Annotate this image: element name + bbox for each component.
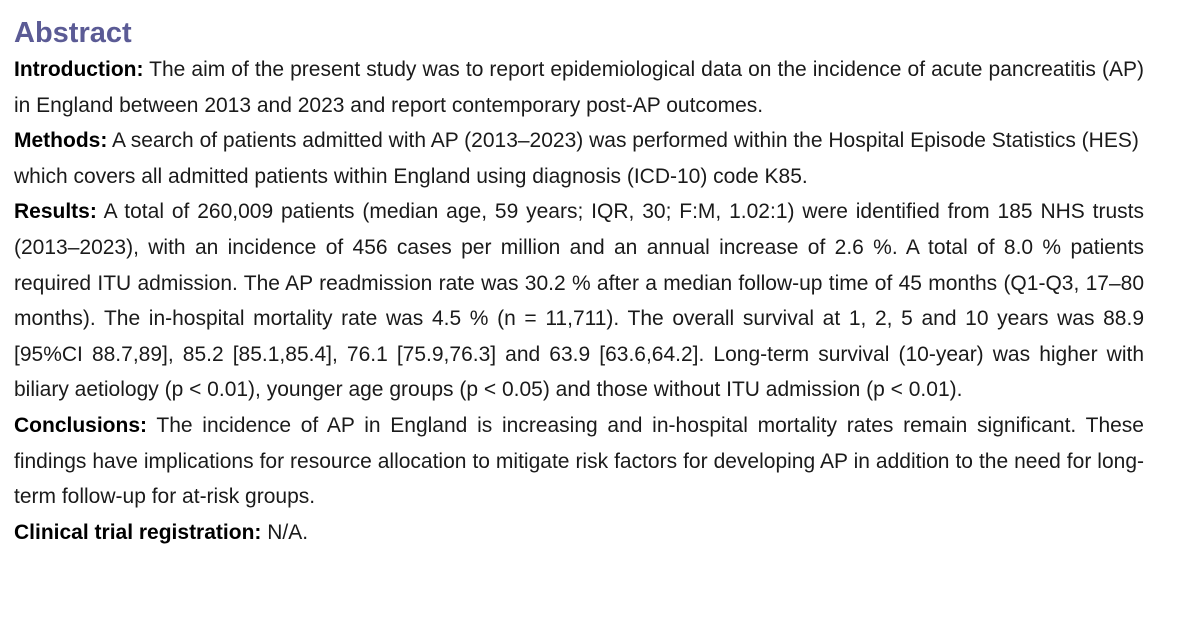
trial-registration-section <box>14 515 1144 551</box>
abstract-heading: Abstract <box>14 17 132 49</box>
conclusions-label: Conclusions: <box>14 413 148 437</box>
methods-label: Methods: <box>14 129 108 153</box>
methods-section <box>14 123 1144 194</box>
trial-registration-label: Clinical trial registration: <box>14 520 262 544</box>
methods-text: A search of patients admitted with AP (2013–2023) was performed within the Hospital Episode Statistics (HES) which covers all admitted patients within England using diagnosis (ICD-10) code K85. <box>14 129 1139 188</box>
trial-registration-text: N/A. <box>267 520 309 544</box>
conclusions-text: The incidence of AP in England is increasing and in-hospital mortality rates remain significant. These findings have implications for resource allocation to mitigate risk factors for developing AP in addition to the need for long-term follow-up for at-risk groups. <box>14 413 1144 509</box>
results-label: Results: <box>14 200 97 224</box>
results-section <box>14 194 1144 408</box>
abstract-block <box>14 14 1144 550</box>
introduction-section <box>14 52 1144 123</box>
introduction-text: The aim of the present study was to report epidemiological data on the incidence of acute pancreatitis (AP) in England between 2013 and 2023 and report contemporary post-AP outcomes. <box>14 58 1144 117</box>
introduction-label: Introduction: <box>14 58 144 81</box>
conclusions-section <box>14 408 1144 515</box>
results-text: A total of 260,009 patients (median age, 59 years; IQR, 30; F:M, 1.02:1) were identified from 185 NHS trusts (2013–2023), with an incidence of 456 cases per million and an annual increase of 2.6 %. A total of 8.0 % patients required ITU admission. The AP readmission rate was 30.2 % after a median follow-up time of 45 months (Q1-Q3, 17–80 months). The in-hospital mortality rate was 4.5 % (n = 11,711). The overall survival at 1, 2, 5 and 10 years was 88.9 [95%CI 88.7,89], 85.2 [85.1,85.4], 76.1 [75.9,76.3] and 63.9 [63.6,64.2]. Long-term survival (10-year) was higher with biliary aetiology (p < 0.01), younger age groups (p < 0.05) and those without ITU admission (p < 0.01). <box>14 200 1144 402</box>
